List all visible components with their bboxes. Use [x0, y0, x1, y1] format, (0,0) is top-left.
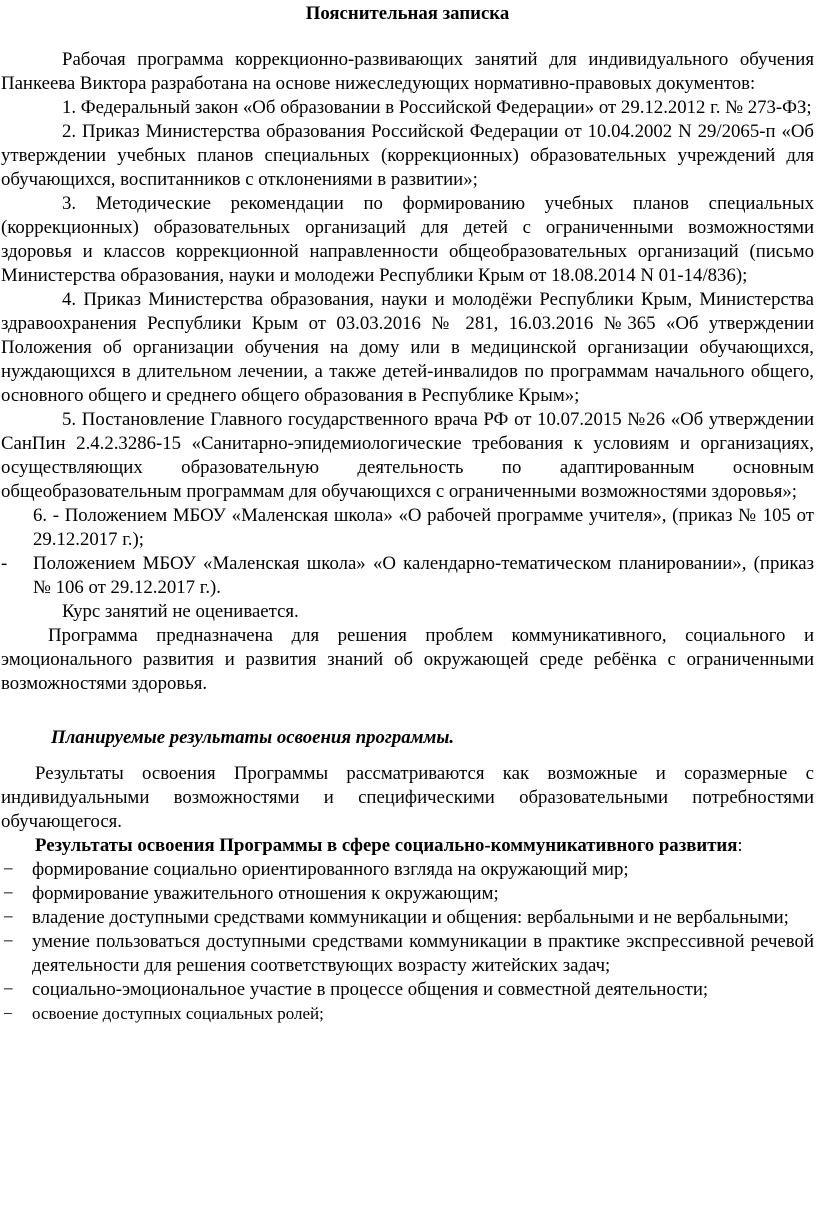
dash-bullet: − [3, 883, 14, 904]
list-item [1, 858, 814, 882]
item-dash: - [1, 553, 8, 574]
document-item-1: 1. Федеральный закон «Об образовании в Российской Федерации» от 29.12.2012 г. № 273-ФЗ; [62, 97, 812, 118]
spacer [1, 750, 814, 762]
list-item [1, 906, 814, 930]
list-item-text: формирование уважительного отношения к окружающим; [32, 883, 499, 904]
list-item [1, 882, 814, 906]
document-item-3: 3. Методические рекомендации по формированию учебных планов специальных (коррекционных) образовательных организаций для детей с ограниченными возможностями здоровья и классов коррекционной направленности общеобразовательных организаций (письмо Министерства образования, науки и молодежи Республики Крым от 18.08.2014 N 01-14/836); [1, 193, 814, 286]
document-item-7 [1, 552, 814, 600]
document-item-4: 4. Приказ Министерства образования, науки и молодёжи Республики Крым, Министерства здравоохранения Республики Крым от 03.03.2016 № 281, 16.03.2016 №365 «Об утверждении Положения об организации обучения на дому или в медицинской организации обучающихся, нуждающихся в длительном лечении, а также детей-инвалидов по программам начального общего, основного общего и среднего общего образования в Республике Крым»; [1, 289, 814, 406]
program-purpose: Программа предназначена для решения проблем коммуникативного, социального и эмоционального развития и развития знаний об окружающей среде ребёнка с ограниченными возможностями здоровья. [1, 625, 814, 694]
dash-bullet: − [3, 859, 14, 880]
document-title: Пояснительная записка [305, 3, 510, 24]
social-heading: Результаты освоения Программы в сфере социально-коммуникативного развития [35, 835, 738, 856]
dash-bullet: − [3, 1004, 13, 1023]
list-item-text: освоение доступных социальных ролей; [32, 1004, 324, 1023]
document-item-5: 5. Постановление Главного государственного врача РФ от 10.07.2015 №26 «Об утверждении СанПин 2.4.2.3286-15 «Санитарно-эпидемиологические требования к условиям и организациях, осуществляющих образовательную деятельность по адаптированным основным общеобразовательным программам для обучающихся с ограниченными возможностями здоровья»; [1, 409, 814, 502]
document-item-7-text: Положением МБОУ «Маленская школа» «О календарно-тематическом планировании», (приказ № 106 от 29.12.2017 г.). [33, 553, 814, 598]
results-heading: Планируемые результаты освоения программы. [51, 727, 455, 748]
dash-bullet: − [3, 931, 14, 952]
spacer [1, 26, 814, 48]
social-heading-paragraph [1, 834, 814, 858]
course-note: Курс занятий не оценивается. [62, 601, 299, 622]
list-item-text: формирование социально ориентированного взгляда на окружающий мир; [32, 859, 629, 880]
document-item-2: 2. Приказ Министерства образования Российской Федерации от 10.04.2002 N 29/2065-п «Об утверждении учебных планов специальных (коррекционных) образовательных учреждений для обучающихся, воспитанников с отклонениями в развитии»; [1, 121, 814, 190]
list-item [1, 930, 814, 978]
dash-bullet: − [3, 979, 14, 1000]
intro-paragraph: Рабочая программа коррекционно-развивающих занятий для индивидуального обучения Панкеева Виктора разработана на основе нижеследующих нормативно-правовых документов: [1, 49, 814, 94]
social-results-list [1, 858, 814, 1026]
spacer [1, 696, 814, 726]
list-item-text: социально-эмоциональное участие в процессе общения и совместной деятельности; [32, 979, 709, 1000]
document-item-6: 6. - Положением МБОУ «Маленская школа» «О рабочей программе учителя», (приказ № 105 от 29.12.2017 г.); [33, 505, 814, 550]
dash-bullet: − [3, 907, 14, 928]
social-heading-colon: : [737, 835, 743, 856]
results-intro: Результаты освоения Программы рассматриваются как возможные и соразмерные с индивидуальными возможностями и специфическими образовательными потребностями обучающегося. [1, 763, 814, 832]
list-item-text: владение доступными средствами коммуникации и общения: вербальными и не вербальными; [32, 907, 789, 928]
list-item [1, 978, 814, 1002]
list-item [1, 1002, 814, 1026]
list-item-text: умение пользоваться доступными средствами коммуникации в практике экспрессивной речевой деятельности для решения соответствующих возрасту житейских задач; [32, 931, 814, 976]
